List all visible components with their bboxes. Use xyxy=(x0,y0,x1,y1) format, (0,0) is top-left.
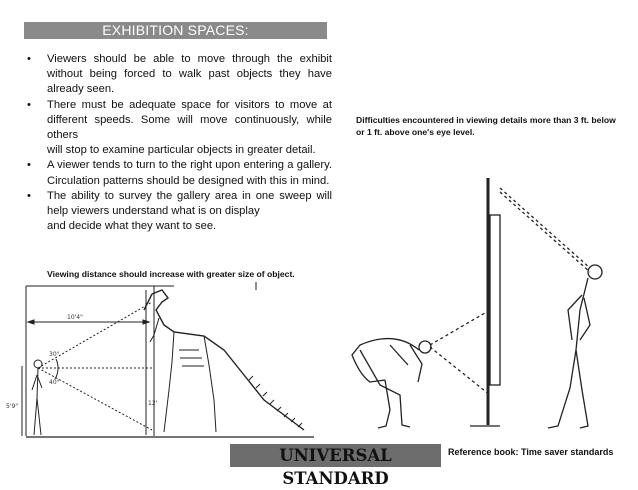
bullet-symbol: • xyxy=(27,98,31,111)
caption-viewing-distance: Viewing distance should increase with greater size of object. xyxy=(47,269,295,279)
label-angle-top: 30° xyxy=(49,351,60,358)
dinosaur-viewing-illustration xyxy=(4,280,324,440)
label-height-object: 12' xyxy=(148,400,158,407)
bullet-text: There must be adequate space for visitors to move at different speeds. Some will move continuously, while others xyxy=(47,98,332,142)
label-distance: 10'4" xyxy=(67,314,83,321)
section-title-bar xyxy=(24,22,327,39)
bullet-symbol: • xyxy=(27,53,31,65)
bullet-item xyxy=(27,98,332,144)
eye-level-illustration xyxy=(340,150,630,440)
label-height-person: 5'9" xyxy=(6,403,19,410)
footer-brand-box xyxy=(230,444,441,488)
bullet-symbol: • xyxy=(27,189,31,202)
bullet-text: The ability to survey the gallery area in one sweep will help viewers understand what is on display xyxy=(47,189,332,218)
bullet-item xyxy=(27,158,332,188)
bullet-text: A viewer tends to turn to the right upon entering a gallery. Circulation patterns should be designed with this in mind. xyxy=(47,159,332,187)
bullet-symbol: • xyxy=(27,159,31,172)
bullet-item xyxy=(27,52,332,98)
caption-eye-level: Difficulties encountered in viewing details more than 3 ft. below or 1 ft. above one's eye level. xyxy=(356,115,616,137)
bullet-continuation: and decide what they want to see. xyxy=(47,220,217,233)
section-title: EXHIBITION SPACES: xyxy=(102,22,249,38)
bullet-item xyxy=(27,189,332,219)
bullet-list xyxy=(27,52,332,234)
footer-brand: UNIVERSAL STANDARD xyxy=(279,446,392,488)
bullet-continuation: will stop to examine particular objects in greater detail. xyxy=(47,144,316,157)
bullet-text: Viewers should be able to move through the exhibit without being forced to walk past objects they have already seen. xyxy=(47,53,332,96)
footer-reference: Reference book: Time saver standards xyxy=(448,447,614,457)
label-angle-bottom: 40° xyxy=(49,379,60,386)
